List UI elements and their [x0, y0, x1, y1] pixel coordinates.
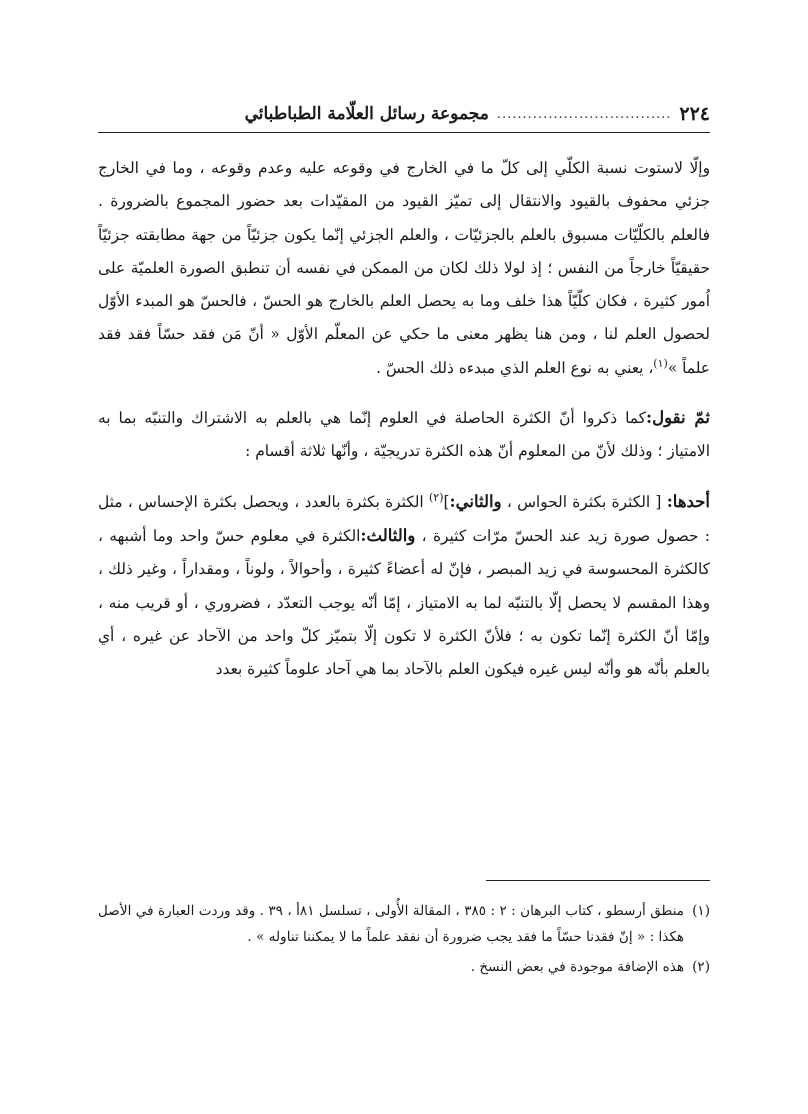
paragraph-3-part-a: [ الكثرة بكثرة الحواس ،	[506, 492, 662, 511]
footnote-2-mark: (٢)	[692, 959, 710, 975]
footnote-2	[98, 954, 710, 980]
paragraph-3-part-b: ]	[443, 492, 450, 511]
paragraph-2-lead: ثمّ نقول:	[646, 408, 710, 428]
header-right	[245, 103, 710, 125]
footnotes	[98, 898, 710, 984]
paragraph-3-lead-third: والثالث:	[360, 525, 416, 545]
footnote-2-text: هذه الإضافة موجودة في بعض النسخ .	[470, 959, 685, 975]
paragraph-3-part-c: الكثرة بكثرة بالعدد ، ويحصل بكثرة الإحساس ، مثل : حصول صورة زيد عند الحسّ مرّات كثيرة ،	[98, 492, 710, 545]
footnote-1-mark: (١)	[692, 903, 710, 919]
footnote-separator	[486, 880, 710, 881]
paragraph-3	[98, 485, 710, 687]
paragraph-3-part-d: الكثرة في معلوم حسّ واحد وما أشبهه ، كالكثرة المحسوسة في زيد المبصر ، فإنّ له أعضاءً كثيرة ، وأحوالاً ، ولوناً ، ومقداراً ، وغير ذلك ، وهذا المقسم لا يحصل إلّا بالتنبّه لما به الامتياز ، إمّا أنّه يوجب التعدّد ، فضروري ، أو قريب منه ، وإمّا أنّ الكثرة إنّما تكون به ؛ فلأنّ الكثرة لا تكون إلّا بتميّز كلّ واحد من الآحاد عن غيره ، أي بالعلم بأنّه هو وأنّه ليس غيره فيكون العلم بالآحاد بما هي آحاد علوماً كثيرة بعدد	[98, 526, 710, 679]
paragraph-1-tail: ، يعني به نوع العلم الذي مبدءه ذلك الحسّ .	[376, 358, 654, 377]
main-text	[98, 152, 710, 686]
paragraph-1	[98, 152, 710, 385]
paragraph-3-lead-second: والثاني:	[449, 491, 502, 511]
book-title: مجموعة رسائل العلّامة الطباطبائي	[244, 104, 489, 124]
footnote-ref-1: (١)	[653, 356, 668, 370]
paragraph-3-lead-first: أحدها:	[666, 491, 710, 511]
paragraph-2	[98, 401, 710, 469]
running-header	[98, 96, 710, 133]
paragraph-2-text: كما ذكروا أنّ الكثرة الحاصلة في العلوم إنّما هي بالعلم به الاشتراك والتنبّه بما به الامتياز ؛ وذلك لأنّ من المعلوم أنّ هذه الكثرة تدريجيّة ، وأنّها ثلاثة أقسام :	[98, 409, 710, 461]
footnote-1	[98, 898, 710, 950]
paragraph-1-text: وإلّا لاستوت نسبة الكلّي إلى كلّ ما في الخارج في وقوعه عليه وعدم وقوعه ، وما في الخارج جزئي محفوف بالقيود والانتقال إلى تميّز القيود من المقيّدات بعد حضور المجموع بالضرورة . فالعلم بالكلّيّات مسبوق بالعلم بالجزئيّات ، والعلم الجزئي إنّما يكون جزئيّاً من جهة مطابقته جزئيّاً حقيقيّاً خارجاً من النفس ؛ إذ لولا ذلك لكان من الممكن في نفسه أن تنطبق الصورة العلميّة على اُمور كثيرة ، فكان كلّيّاً هذا خلف وما به يحصل العلم بالخارج هو الحسّ ، فالحسّ هو المبدء الأوّل لحصول العلم لنا ، ومن هنا يظهر معنى ما حكي عن المعلّم الأوّل « أنّ مَن فقد حسّاً فقد فقد علماً »	[98, 159, 710, 377]
leader-dots: ..................................	[496, 106, 672, 122]
footnote-1-text: منطق أرسطو ، كتاب البرهان : ٢ : ٣٨٥ ، المقالة الأُولى ، تسلسل ٨١أ ، ٣٩ . وقد وردت العبارة في الأصل هكذا : « إنّ فقدنا حسّاً ما فقد يجب ضرورة أن نفقد علماً ما لا يمكننا تناوله » .	[98, 903, 685, 945]
page-number: ٢٢٤	[679, 103, 710, 125]
footnote-ref-2: (٢)	[428, 490, 444, 504]
